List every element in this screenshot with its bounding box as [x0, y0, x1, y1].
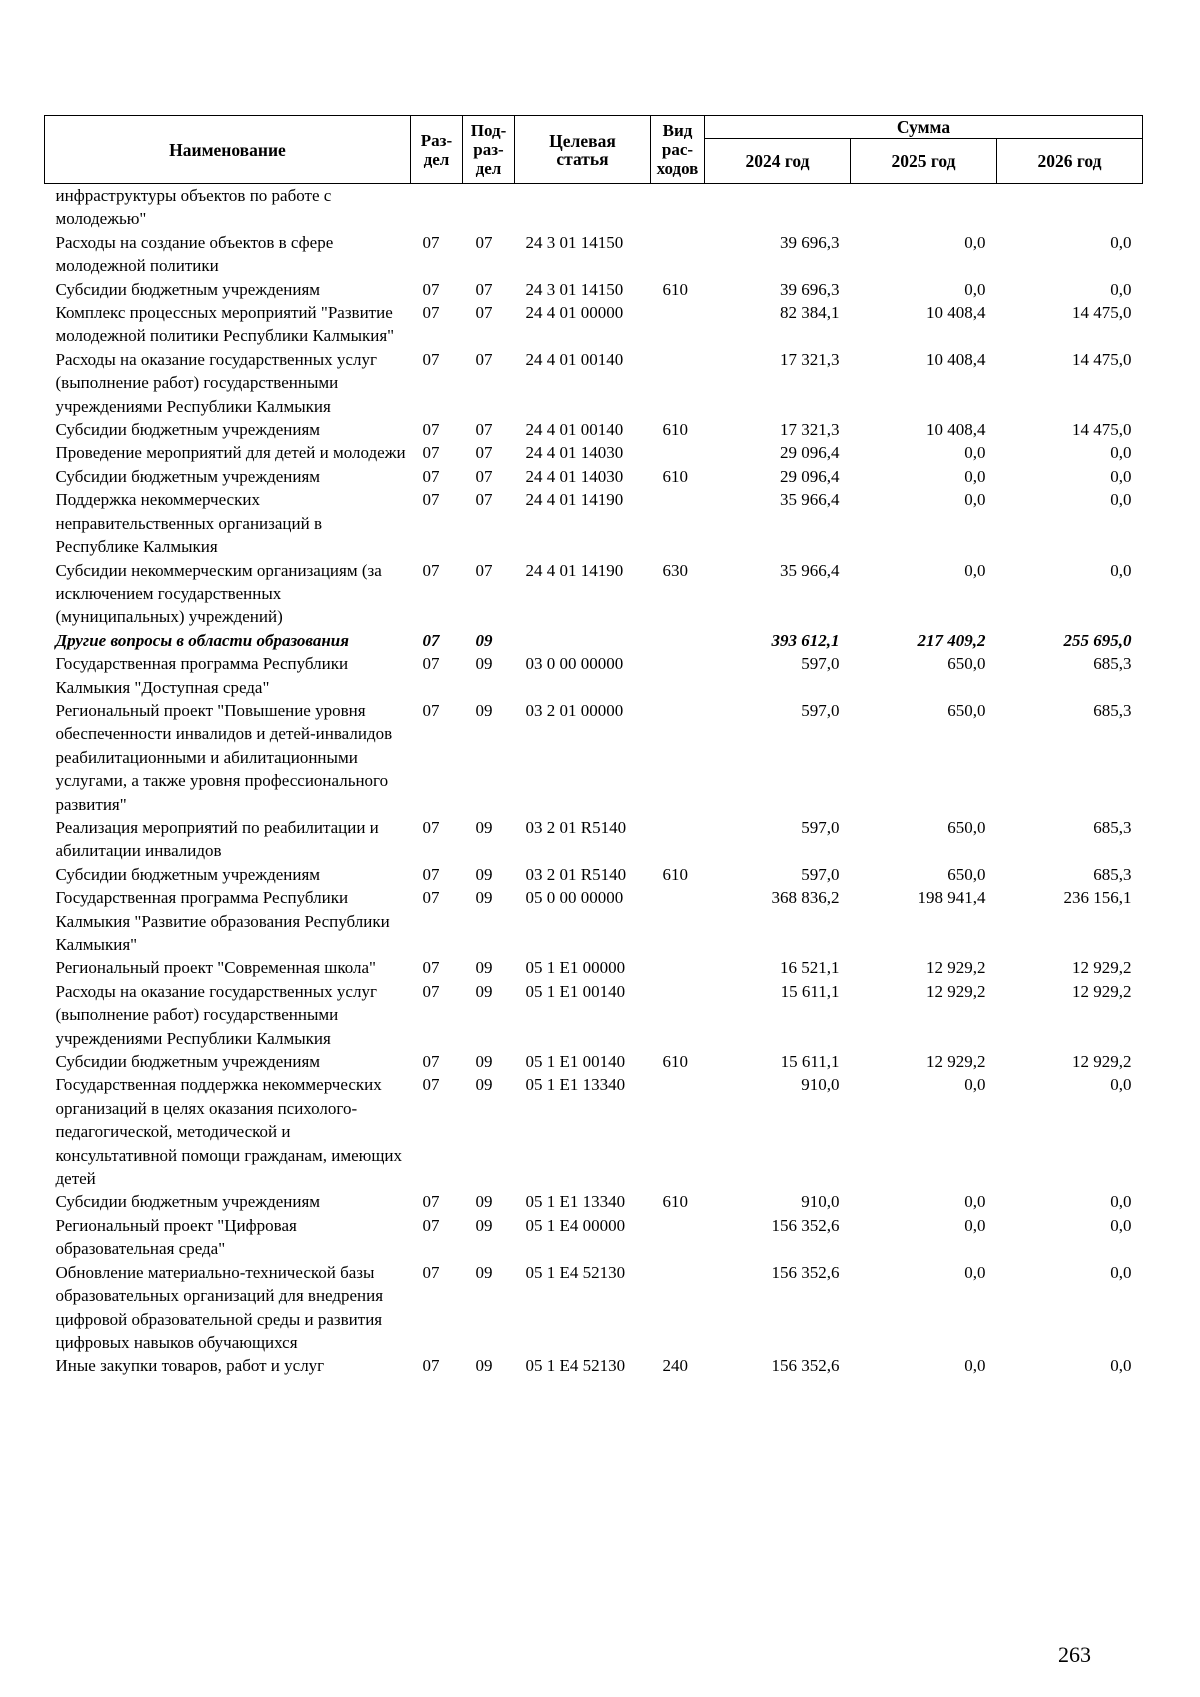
row-podrazdel: 09 [475, 654, 493, 674]
row-podrazdel: 09 [475, 630, 493, 650]
row-razdel: 07 [422, 654, 440, 674]
table-row [45, 980, 1143, 1050]
row-celevaya-statya: 05 1 E1 13340 [525, 1075, 626, 1095]
row-sum-2024: 15 611,1 [780, 1052, 840, 1072]
row-sum-2025: 0,0 [964, 1192, 986, 1212]
row-razdel: 07 [422, 958, 440, 978]
row-razdel: 07 [422, 490, 440, 510]
header-razdel: Раз- дел [411, 116, 463, 184]
row-podrazdel: 09 [475, 817, 493, 837]
header-vid-rashodov: Вид рас- ходов [651, 116, 705, 184]
row-podrazdel [463, 184, 515, 231]
row-sum-2026: 12 929,2 [1072, 1052, 1132, 1072]
row-vid-rashodov: 240 [662, 1356, 688, 1376]
row-sum-2026: 255 695,0 [1063, 630, 1132, 650]
row-razdel: 07 [422, 817, 440, 837]
row-vid-rashodov [651, 1214, 705, 1261]
row-sum-2026: 0,0 [1110, 279, 1132, 299]
row-razdel: 07 [422, 279, 440, 299]
row-name: Субсидии некоммерческим организациям (за исключением государственных (муниципальных) учреждений) [55, 560, 382, 627]
row-vid-rashodov: 610 [662, 1052, 688, 1072]
row-celevaya-statya: 05 1 E1 13340 [525, 1192, 626, 1212]
table-body [45, 184, 1143, 1378]
row-sum-2026: 0,0 [1110, 1215, 1132, 1235]
row-name: Расходы на оказание государственных услуг (выполнение работ) государственными учреждениями Республики Калмыкия [55, 981, 377, 1048]
row-name: Субсидии бюджетным учреждениям [55, 420, 321, 440]
row-celevaya-statya: 03 0 00 00000 [525, 654, 624, 674]
row-sum-2026: 0,0 [1110, 443, 1132, 463]
row-sum-2024: 82 384,1 [780, 303, 840, 323]
row-celevaya-statya: 24 4 01 00140 [525, 349, 624, 369]
row-razdel: 07 [422, 232, 440, 252]
row-name: инфраструктуры объектов по работе с молодежью" [55, 186, 332, 229]
page-number: 263 [1058, 1642, 1091, 1667]
row-vid-rashodov: 610 [662, 864, 688, 884]
row-razdel: 07 [422, 1262, 440, 1282]
table-row [45, 956, 1143, 979]
row-sum-2024: 910,0 [801, 1192, 840, 1212]
row-sum-2025: 650,0 [947, 864, 986, 884]
row-celevaya-statya: 24 4 01 14190 [525, 490, 624, 510]
row-razdel: 07 [422, 349, 440, 369]
row-celevaya-statya: 05 1 E1 00140 [525, 1052, 626, 1072]
row-name: Расходы на создание объектов в сфере молодежной политики [55, 232, 334, 276]
row-sum-2025: 0,0 [964, 560, 986, 580]
table-header [45, 116, 1143, 184]
row-celevaya-statya: 24 3 01 14150 [525, 232, 624, 252]
row-podrazdel: 09 [475, 958, 493, 978]
row-sum-2024: 16 521,1 [780, 958, 840, 978]
table-row [45, 652, 1143, 699]
row-vid-rashodov [651, 652, 705, 699]
row-sum-2024: 156 352,6 [771, 1215, 840, 1235]
row-razdel: 07 [422, 1192, 440, 1212]
row-name: Иные закупки товаров, работ и услуг [55, 1356, 325, 1376]
header-year-2025: 2025 год [851, 139, 997, 184]
row-vid-rashodov [651, 1261, 705, 1355]
row-sum-2025: 12 929,2 [926, 1052, 986, 1072]
row-name: Региональный проект "Современная школа" [55, 958, 377, 978]
row-podrazdel: 07 [475, 420, 493, 440]
row-sum-2024 [705, 184, 851, 231]
row-sum-2025: 650,0 [947, 700, 986, 720]
row-podrazdel: 07 [475, 232, 493, 252]
row-vid-rashodov [651, 301, 705, 348]
header-name: Наименование [45, 116, 411, 184]
row-sum-2025: 10 408,4 [926, 420, 986, 440]
row-celevaya-statya: 05 1 E4 52130 [525, 1262, 626, 1282]
row-sum-2026 [997, 184, 1143, 231]
row-sum-2026: 0,0 [1110, 1075, 1132, 1095]
row-sum-2025: 650,0 [947, 817, 986, 837]
row-celevaya-statya: 05 0 00 00000 [525, 888, 624, 908]
table-row [45, 184, 1143, 231]
row-vid-rashodov: 630 [662, 560, 688, 580]
table-row [45, 488, 1143, 558]
table-row [45, 278, 1143, 301]
row-celevaya-statya [515, 629, 651, 652]
row-podrazdel: 09 [475, 888, 493, 908]
row-razdel: 07 [422, 303, 440, 323]
row-vid-rashodov: 610 [662, 420, 688, 440]
row-name: Субсидии бюджетным учреждениям [55, 864, 321, 884]
row-sum-2024: 15 611,1 [780, 981, 840, 1001]
row-name: Субсидии бюджетным учреждениям [55, 1192, 321, 1212]
row-sum-2026: 0,0 [1110, 232, 1132, 252]
row-sum-2024: 35 966,4 [780, 490, 840, 510]
row-sum-2024: 597,0 [801, 817, 840, 837]
row-sum-2024: 368 836,2 [771, 888, 840, 908]
row-sum-2024: 29 096,4 [780, 466, 840, 486]
row-vid-rashodov: 610 [662, 1192, 688, 1212]
row-celevaya-statya: 05 1 E4 52130 [525, 1356, 626, 1376]
row-sum-2025: 12 929,2 [926, 981, 986, 1001]
row-sum-2026: 685,3 [1093, 654, 1132, 674]
row-vid-rashodov [651, 699, 705, 816]
table-row [45, 1073, 1143, 1190]
row-vid-rashodov [651, 348, 705, 418]
row-podrazdel: 07 [475, 303, 493, 323]
row-celevaya-statya: 24 3 01 14150 [525, 279, 624, 299]
row-podrazdel: 09 [475, 700, 493, 720]
row-sum-2024: 35 966,4 [780, 560, 840, 580]
row-celevaya-statya: 03 2 01 R5140 [525, 817, 627, 837]
row-name: Обновление материально-технической базы образовательных организаций для внедрения цифровой образовательной среды и развития цифровых навыков обучающихся [55, 1262, 384, 1352]
row-celevaya-statya: 03 2 01 R5140 [525, 864, 627, 884]
row-sum-2025: 0,0 [964, 1262, 986, 1282]
row-sum-2025: 0,0 [964, 232, 986, 252]
row-vid-rashodov [651, 886, 705, 956]
row-razdel: 07 [422, 700, 440, 720]
row-sum-2025: 650,0 [947, 654, 986, 674]
row-sum-2024: 910,0 [801, 1075, 840, 1095]
table-row [45, 1261, 1143, 1355]
row-sum-2024: 17 321,3 [780, 420, 840, 440]
table-row [45, 699, 1143, 816]
row-sum-2026: 685,3 [1093, 817, 1132, 837]
row-sum-2024: 156 352,6 [771, 1356, 840, 1376]
row-name: Другие вопросы в области образования [55, 630, 349, 650]
row-sum-2024: 393 612,1 [771, 630, 840, 650]
row-sum-2025: 0,0 [964, 466, 986, 486]
row-celevaya-statya: 03 2 01 00000 [525, 700, 624, 720]
row-podrazdel: 09 [475, 1192, 493, 1212]
table-row [45, 418, 1143, 441]
row-razdel: 07 [422, 981, 440, 1001]
row-podrazdel: 07 [475, 466, 493, 486]
header-summa: Сумма [705, 116, 1143, 139]
row-razdel: 07 [422, 443, 440, 463]
row-name: Субсидии бюджетным учреждениям [55, 1052, 321, 1072]
row-celevaya-statya: 24 4 01 00140 [525, 420, 624, 440]
table-row [45, 1354, 1143, 1377]
row-podrazdel: 07 [475, 279, 493, 299]
row-sum-2024: 39 696,3 [780, 279, 840, 299]
row-sum-2025: 12 929,2 [926, 958, 986, 978]
table-row [45, 1050, 1143, 1073]
row-sum-2025: 198 941,4 [917, 888, 986, 908]
row-celevaya-statya: 05 1 E4 00000 [525, 1215, 626, 1235]
row-vid-rashodov [651, 980, 705, 1050]
table-row [45, 816, 1143, 863]
row-name: Региональный проект "Повышение уровня обеспеченности инвалидов и детей-инвалидов реабилитационными и абилитационными услугами, а также уровня профессионального развития" [55, 700, 393, 814]
table-row [45, 465, 1143, 488]
table-row [45, 559, 1143, 629]
row-vid-rashodov: 610 [662, 466, 688, 486]
row-podrazdel: 09 [475, 1356, 493, 1376]
table-row [45, 441, 1143, 464]
row-name: Государственная поддержка некоммерческих организаций в целях оказания психолого-педагогической, методической и консультативной помощи гражданам, имеющих детей [55, 1075, 403, 1189]
row-name: Государственная программа Республики Калмыкия "Развитие образования Республики Калмыкия" [55, 888, 390, 954]
row-sum-2024: 156 352,6 [771, 1262, 840, 1282]
row-podrazdel: 09 [475, 864, 493, 884]
table-row [45, 348, 1143, 418]
row-vid-rashodov [651, 184, 705, 231]
row-razdel: 07 [422, 864, 440, 884]
row-sum-2025: 0,0 [964, 1075, 986, 1095]
table-row [45, 886, 1143, 956]
row-celevaya-statya: 24 4 01 00000 [525, 303, 624, 323]
row-name: Государственная программа Республики Калмыкия "Доступная среда" [55, 654, 349, 697]
row-sum-2024: 597,0 [801, 700, 840, 720]
row-sum-2025: 0,0 [964, 1356, 986, 1376]
row-razdel: 07 [422, 1356, 440, 1376]
row-podrazdel: 07 [475, 443, 493, 463]
row-celevaya-statya [515, 184, 651, 231]
row-podrazdel: 09 [475, 1262, 493, 1282]
row-celevaya-statya: 24 4 01 14190 [525, 560, 624, 580]
row-sum-2024: 597,0 [801, 864, 840, 884]
row-vid-rashodov [651, 441, 705, 464]
row-sum-2026: 14 475,0 [1072, 349, 1132, 369]
row-name: Региональный проект "Цифровая образовательная среда" [55, 1215, 297, 1259]
row-sum-2026: 0,0 [1110, 466, 1132, 486]
row-sum-2025: 10 408,4 [926, 349, 986, 369]
row-sum-2026: 236 156,1 [1063, 888, 1132, 908]
row-name: Субсидии бюджетным учреждениям [55, 279, 321, 299]
header-year-2026: 2026 год [997, 139, 1143, 184]
row-name: Реализация мероприятий по реабилитации и абилитации инвалидов [55, 817, 379, 861]
row-sum-2026: 685,3 [1093, 700, 1132, 720]
row-razdel: 07 [422, 420, 440, 440]
table-row [45, 863, 1143, 886]
row-razdel: 07 [422, 560, 440, 580]
row-vid-rashodov [651, 629, 705, 652]
row-name: Расходы на оказание государственных услуг (выполнение работ) государственными учреждениями Республики Калмыкия [55, 349, 377, 416]
row-razdel: 07 [422, 1215, 440, 1235]
row-podrazdel: 07 [475, 560, 493, 580]
row-sum-2024: 39 696,3 [780, 232, 840, 252]
header-celevaya-statya: Целевая статья [515, 116, 651, 184]
row-razdel: 07 [422, 1052, 440, 1072]
row-podrazdel: 07 [475, 349, 493, 369]
row-name: Субсидии бюджетным учреждениям [55, 466, 321, 486]
row-celevaya-statya: 24 4 01 14030 [525, 443, 624, 463]
row-podrazdel: 09 [475, 981, 493, 1001]
row-name: Проведение мероприятий для детей и молодежи [55, 443, 406, 463]
row-sum-2026: 12 929,2 [1072, 958, 1132, 978]
row-sum-2026: 0,0 [1110, 1192, 1132, 1212]
row-sum-2024: 29 096,4 [780, 443, 840, 463]
row-podrazdel: 07 [475, 490, 493, 510]
row-sum-2026: 14 475,0 [1072, 420, 1132, 440]
table-row [45, 301, 1143, 348]
row-sum-2024: 17 321,3 [780, 349, 840, 369]
row-razdel: 07 [422, 1075, 440, 1095]
row-sum-2025: 0,0 [964, 490, 986, 510]
table-row [45, 1190, 1143, 1213]
row-podrazdel: 09 [475, 1215, 493, 1235]
row-name: Поддержка некоммерческих неправительственных организаций в Республике Калмыкия [55, 490, 322, 557]
row-sum-2026: 0,0 [1110, 1262, 1132, 1282]
row-sum-2026: 0,0 [1110, 1356, 1132, 1376]
row-podrazdel: 09 [475, 1075, 493, 1095]
row-sum-2026: 14 475,0 [1072, 303, 1132, 323]
row-sum-2025: 217 409,2 [917, 630, 986, 650]
row-vid-rashodov [651, 956, 705, 979]
row-sum-2025: 0,0 [964, 279, 986, 299]
row-celevaya-statya: 05 1 E1 00000 [525, 958, 626, 978]
row-vid-rashodov: 610 [662, 279, 688, 299]
budget-table [44, 115, 1143, 1378]
row-razdel [411, 184, 463, 231]
row-name: Комплекс процессных мероприятий "Развитие молодежной политики Республики Калмыкия" [55, 303, 395, 346]
row-sum-2025: 10 408,4 [926, 303, 986, 323]
row-vid-rashodov [651, 1073, 705, 1190]
row-vid-rashodov [651, 231, 705, 278]
row-sum-2024: 597,0 [801, 654, 840, 674]
row-sum-2025: 0,0 [964, 1215, 986, 1235]
row-razdel: 07 [422, 888, 440, 908]
table-row [45, 231, 1143, 278]
row-celevaya-statya: 05 1 E1 00140 [525, 981, 626, 1001]
row-razdel: 07 [422, 466, 440, 486]
row-sum-2025: 0,0 [964, 443, 986, 463]
table-row [45, 629, 1143, 652]
header-podrazdel: Под- раз- дел [463, 116, 515, 184]
row-sum-2026: 685,3 [1093, 864, 1132, 884]
row-sum-2026: 0,0 [1110, 560, 1132, 580]
row-vid-rashodov [651, 488, 705, 558]
row-celevaya-statya: 24 4 01 14030 [525, 466, 624, 486]
row-podrazdel: 09 [475, 1052, 493, 1072]
row-razdel: 07 [422, 630, 440, 650]
row-sum-2026: 0,0 [1110, 490, 1132, 510]
header-year-2024: 2024 год [705, 139, 851, 184]
row-vid-rashodov [651, 816, 705, 863]
row-sum-2026: 12 929,2 [1072, 981, 1132, 1001]
row-sum-2025 [851, 184, 997, 231]
table-row [45, 1214, 1143, 1261]
